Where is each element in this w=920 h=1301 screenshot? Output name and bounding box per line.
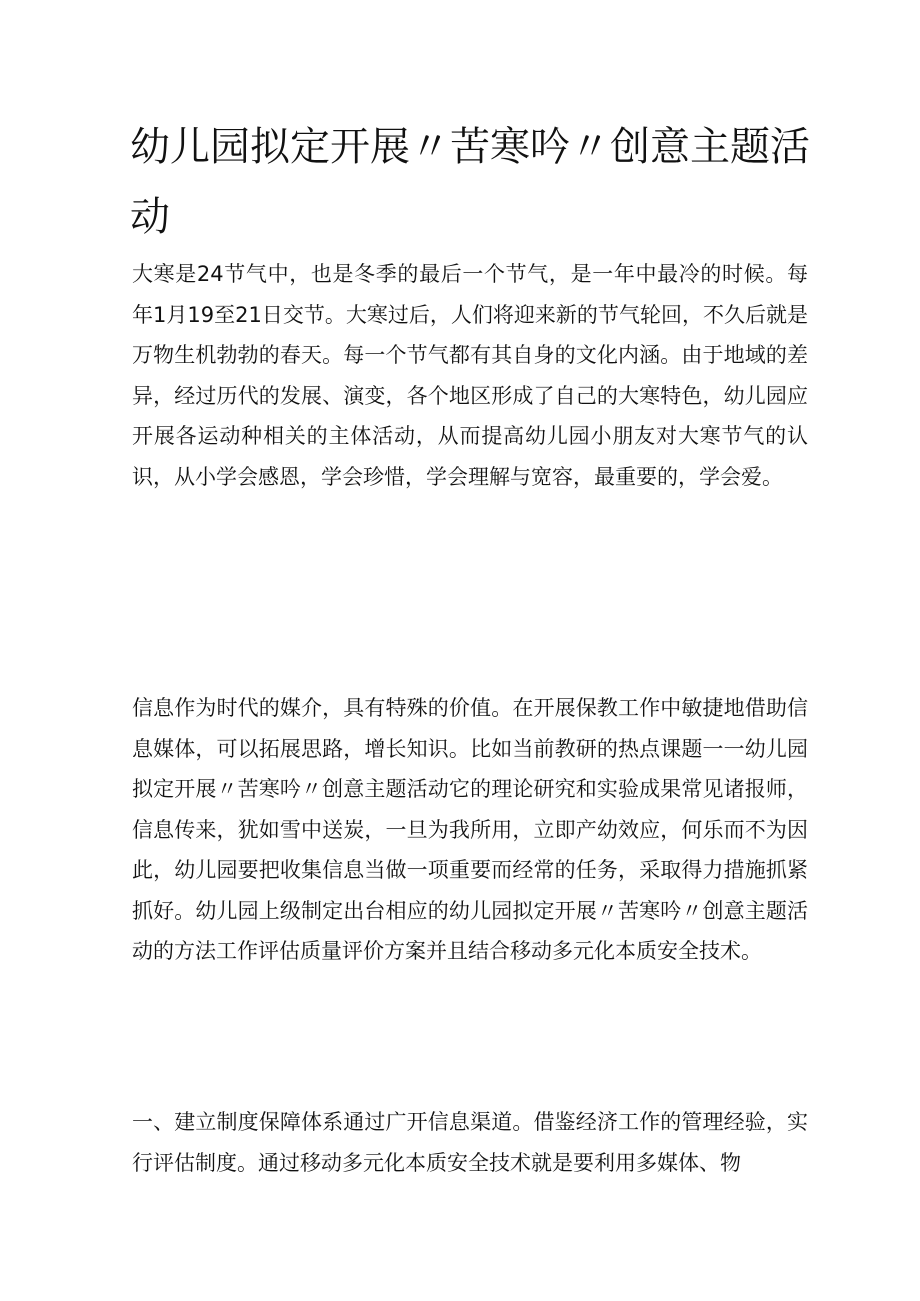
paragraph-information: 信息作为时代的媒介，具有特殊的价值。在开展保教工作中敏捷地借助信息媒体，可以拓展思路，增长知识。比如当前教研的热点课题一一幼儿园拟定开展〃苦寒吟〃创意主题活动它的理论研究和实验成果常见诸报师，信息传来，犹如雪中送炭，一旦为我所用，立即产幼效应，何乐而不为因此，幼儿园要把收集信息当做一项重要而经常的任务，采取得力措施抓紧抓好。幼儿园上级制定出台相应的幼儿园拟定开展〃苦寒吟〃创意主题活动的方法工作评估质量评价方案并且结合移动多元化本质安全技术。 <box>132 696 808 963</box>
paragraph-section-one: 一、建立制度保障体系通过广开信息渠道。借鉴经济工作的管理经验，实行评估制度。通过移动多元化本质安全技术就是要利用多媒体、物 <box>132 1110 808 1175</box>
document-title: 幼儿园拟定开展〃苦寒吟〃创意主题活动 <box>130 124 810 240</box>
paragraph-intro: 大寒是24节气中，也是冬季的最后一个节气，是一年中最冷的时候。每年1月19至21日交节。大寒过后，人们将迎来新的节气轮回，不久后就是万物生机勃勃的春天。每一个节气都有其自身的文化内涵。由于地域的差异，经过历代的发展、演变，各个地区形成了自己的大寒特色，幼儿园应开展各运动种相关的主体活动，从而提高幼儿园小朋友对大寒节气的认识，从小学会感恩，学会珍惜，学会理解与宽容，最重要的，学会爱。 <box>132 262 808 489</box>
